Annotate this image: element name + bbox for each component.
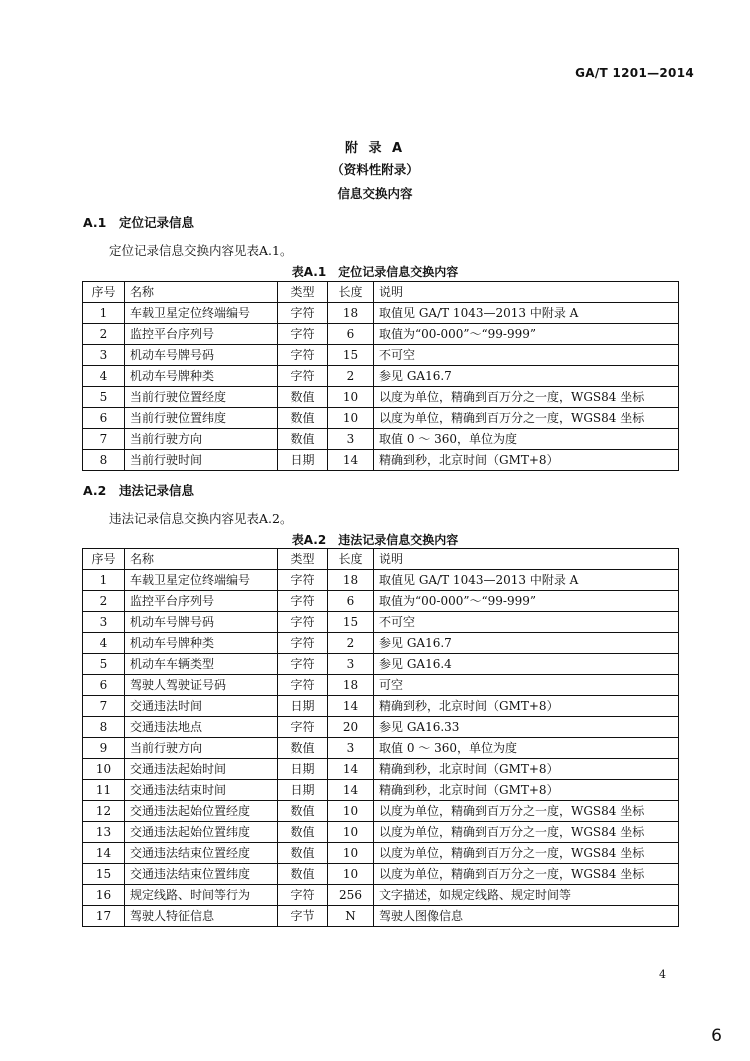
table-row <box>83 408 679 429</box>
cell-description: 精确到秒，北京时间（GMT+8） <box>374 759 679 780</box>
table-row <box>83 387 679 408</box>
cell-index: 6 <box>83 675 125 696</box>
cell-length: 10 <box>328 801 374 822</box>
table-row <box>83 738 679 759</box>
cell-length: 2 <box>328 366 374 387</box>
cell-name: 当前行驶方向 <box>125 429 278 450</box>
table-row <box>83 885 679 906</box>
cell-description: 不可空 <box>374 612 679 633</box>
cell-length: 10 <box>328 822 374 843</box>
cell-name: 机动车号牌号码 <box>125 345 278 366</box>
cell-length: 10 <box>328 843 374 864</box>
cell-length: N <box>328 906 374 927</box>
cell-length: 3 <box>328 654 374 675</box>
cell-index: 3 <box>83 345 125 366</box>
table-row <box>83 303 679 324</box>
appendix-name: 信息交换内容 <box>337 186 413 201</box>
cell-description: 以度为单位，精确到百万分之一度，WGS84 坐标 <box>374 822 679 843</box>
col-header-type: 类型 <box>278 549 328 570</box>
cell-length: 3 <box>328 738 374 759</box>
table-a1-caption: 表A.1 定位记录信息交换内容 <box>291 265 459 279</box>
cell-name: 当前行驶位置纬度 <box>125 408 278 429</box>
cell-description: 精确到秒，北京时间（GMT+8） <box>374 780 679 801</box>
table-row <box>83 570 679 591</box>
cell-index: 9 <box>83 738 125 759</box>
cell-description: 取值 0 ～ 360，单位为度 <box>374 429 679 450</box>
cell-type: 数值 <box>278 822 328 843</box>
cell-length: 256 <box>328 885 374 906</box>
cell-index: 13 <box>83 822 125 843</box>
cell-name: 交通违法起始时间 <box>125 759 278 780</box>
section-a1-title: 定位记录信息 <box>119 215 195 230</box>
cell-name: 监控平台序列号 <box>125 324 278 345</box>
table-row <box>83 801 679 822</box>
table-row <box>83 324 679 345</box>
cell-type: 数值 <box>278 843 328 864</box>
col-header-length: 长度 <box>328 549 374 570</box>
appendix-nature: （资料性附录） <box>331 162 419 177</box>
table-row <box>83 591 679 612</box>
section-a2-text: 违法记录信息交换内容见表A.2。 <box>109 511 293 526</box>
cell-type: 日期 <box>278 696 328 717</box>
cell-description: 取值 0 ～ 360，单位为度 <box>374 738 679 759</box>
cell-description: 以度为单位，精确到百万分之一度，WGS84 坐标 <box>374 843 679 864</box>
col-header-name: 名称 <box>125 282 278 303</box>
table-a1 <box>82 281 679 471</box>
cell-description: 取值为“00-000”～“99-999” <box>374 324 679 345</box>
cell-type: 数值 <box>278 801 328 822</box>
cell-index: 6 <box>83 408 125 429</box>
cell-description: 取值为“00-000”～“99-999” <box>374 591 679 612</box>
cell-type: 字符 <box>278 633 328 654</box>
cell-name: 当前行驶时间 <box>125 450 278 471</box>
cell-name: 机动车号牌种类 <box>125 633 278 654</box>
cell-index: 7 <box>83 429 125 450</box>
col-header-desc: 说明 <box>374 549 679 570</box>
cell-index: 11 <box>83 780 125 801</box>
table-row <box>83 345 679 366</box>
section-a2-number: A.2 <box>83 483 107 498</box>
cell-type: 数值 <box>278 429 328 450</box>
cell-index: 1 <box>83 570 125 591</box>
cell-length: 14 <box>328 696 374 717</box>
col-header-index: 序号 <box>83 549 125 570</box>
table-header-row <box>83 282 679 303</box>
cell-length: 10 <box>328 864 374 885</box>
table-a2-caption: 表A.2 违法记录信息交换内容 <box>291 533 459 547</box>
table-row <box>83 843 679 864</box>
cell-name: 交通违法时间 <box>125 696 278 717</box>
cell-length: 10 <box>328 387 374 408</box>
table-header-row <box>83 549 679 570</box>
standard-id: GA/T 1201—2014 <box>575 66 694 80</box>
section-a1-heading <box>83 213 194 231</box>
table-row <box>83 429 679 450</box>
cell-description: 驾驶人图像信息 <box>374 906 679 927</box>
cell-length: 14 <box>328 450 374 471</box>
cell-length: 14 <box>328 780 374 801</box>
cell-index: 15 <box>83 864 125 885</box>
cell-type: 字符 <box>278 612 328 633</box>
cell-index: 1 <box>83 303 125 324</box>
cell-type: 日期 <box>278 759 328 780</box>
cell-type: 数值 <box>278 408 328 429</box>
table-row <box>83 759 679 780</box>
cell-index: 2 <box>83 324 125 345</box>
page-number: 4 <box>659 968 666 981</box>
cell-index: 4 <box>83 633 125 654</box>
cell-length: 3 <box>328 429 374 450</box>
cell-description: 取值见 GA/T 1043—2013 中附录 A <box>374 570 679 591</box>
cell-type: 字符 <box>278 885 328 906</box>
cell-description: 精确到秒，北京时间（GMT+8） <box>374 450 679 471</box>
cell-type: 数值 <box>278 738 328 759</box>
sheet-number: 6 <box>711 1026 722 1046</box>
cell-description: 不可空 <box>374 345 679 366</box>
cell-length: 20 <box>328 717 374 738</box>
cell-type: 字符 <box>278 654 328 675</box>
cell-index: 8 <box>83 717 125 738</box>
cell-index: 17 <box>83 906 125 927</box>
col-header-index: 序号 <box>83 282 125 303</box>
cell-length: 14 <box>328 759 374 780</box>
cell-type: 字符 <box>278 717 328 738</box>
cell-index: 5 <box>83 654 125 675</box>
cell-index: 14 <box>83 843 125 864</box>
cell-name: 机动车号牌种类 <box>125 366 278 387</box>
col-header-length: 长度 <box>328 282 374 303</box>
cell-length: 18 <box>328 675 374 696</box>
cell-length: 2 <box>328 633 374 654</box>
section-a1-number: A.1 <box>83 215 107 230</box>
cell-length: 10 <box>328 408 374 429</box>
table-row <box>83 906 679 927</box>
cell-index: 7 <box>83 696 125 717</box>
cell-name: 交通违法结束位置纬度 <box>125 864 278 885</box>
cell-description: 精确到秒，北京时间（GMT+8） <box>374 696 679 717</box>
cell-description: 文字描述，如规定线路、规定时间等 <box>374 885 679 906</box>
cell-name: 驾驶人特征信息 <box>125 906 278 927</box>
table-row <box>83 864 679 885</box>
cell-description: 参见 GA16.7 <box>374 366 679 387</box>
table-row <box>83 780 679 801</box>
cell-name: 交通违法起始位置纬度 <box>125 822 278 843</box>
cell-length: 15 <box>328 612 374 633</box>
cell-type: 字符 <box>278 345 328 366</box>
table-row <box>83 717 679 738</box>
table-a2 <box>82 548 679 927</box>
cell-index: 8 <box>83 450 125 471</box>
col-header-desc: 说明 <box>374 282 679 303</box>
cell-index: 4 <box>83 366 125 387</box>
cell-description: 可空 <box>374 675 679 696</box>
cell-type: 数值 <box>278 864 328 885</box>
cell-type: 数值 <box>278 387 328 408</box>
table-row <box>83 696 679 717</box>
cell-name: 车载卫星定位终端编号 <box>125 303 278 324</box>
cell-name: 机动车号牌号码 <box>125 612 278 633</box>
cell-description: 参见 GA16.7 <box>374 633 679 654</box>
cell-index: 12 <box>83 801 125 822</box>
table-row <box>83 675 679 696</box>
cell-description: 以度为单位，精确到百万分之一度，WGS84 坐标 <box>374 387 679 408</box>
cell-index: 5 <box>83 387 125 408</box>
cell-index: 10 <box>83 759 125 780</box>
cell-description: 以度为单位，精确到百万分之一度，WGS84 坐标 <box>374 801 679 822</box>
cell-length: 18 <box>328 303 374 324</box>
cell-type: 字符 <box>278 324 328 345</box>
cell-name: 机动车车辆类型 <box>125 654 278 675</box>
cell-description: 以度为单位，精确到百万分之一度，WGS84 坐标 <box>374 864 679 885</box>
cell-name: 当前行驶方向 <box>125 738 278 759</box>
cell-description: 参见 GA16.4 <box>374 654 679 675</box>
cell-name: 交通违法结束位置经度 <box>125 843 278 864</box>
cell-type: 字符 <box>278 675 328 696</box>
cell-index: 16 <box>83 885 125 906</box>
cell-length: 18 <box>328 570 374 591</box>
cell-type: 日期 <box>278 450 328 471</box>
cell-description: 以度为单位，精确到百万分之一度，WGS84 坐标 <box>374 408 679 429</box>
cell-type: 字符 <box>278 570 328 591</box>
table-row <box>83 366 679 387</box>
cell-length: 6 <box>328 591 374 612</box>
cell-name: 交通违法结束时间 <box>125 780 278 801</box>
cell-name: 监控平台序列号 <box>125 591 278 612</box>
cell-type: 日期 <box>278 780 328 801</box>
cell-name: 交通违法起始位置经度 <box>125 801 278 822</box>
cell-index: 2 <box>83 591 125 612</box>
appendix-title: 附 录 A <box>344 141 406 156</box>
cell-type: 字符 <box>278 303 328 324</box>
cell-type: 字符 <box>278 366 328 387</box>
cell-length: 15 <box>328 345 374 366</box>
cell-description: 参见 GA16.33 <box>374 717 679 738</box>
table-row <box>83 450 679 471</box>
cell-name: 当前行驶位置经度 <box>125 387 278 408</box>
section-a1-text: 定位记录信息交换内容见表A.1。 <box>109 243 293 258</box>
cell-index: 3 <box>83 612 125 633</box>
table-row <box>83 654 679 675</box>
cell-type: 字符 <box>278 591 328 612</box>
cell-name: 规定线路、时间等行为 <box>125 885 278 906</box>
section-a2-heading <box>83 481 194 499</box>
cell-description: 取值见 GA/T 1043—2013 中附录 A <box>374 303 679 324</box>
cell-name: 交通违法地点 <box>125 717 278 738</box>
cell-length: 6 <box>328 324 374 345</box>
cell-type: 字节 <box>278 906 328 927</box>
cell-name: 车载卫星定位终端编号 <box>125 570 278 591</box>
table-row <box>83 612 679 633</box>
table-row <box>83 822 679 843</box>
col-header-name: 名称 <box>125 549 278 570</box>
col-header-type: 类型 <box>278 282 328 303</box>
table-row <box>83 633 679 654</box>
section-a2-title: 违法记录信息 <box>119 483 195 498</box>
cell-name: 驾驶人驾驶证号码 <box>125 675 278 696</box>
